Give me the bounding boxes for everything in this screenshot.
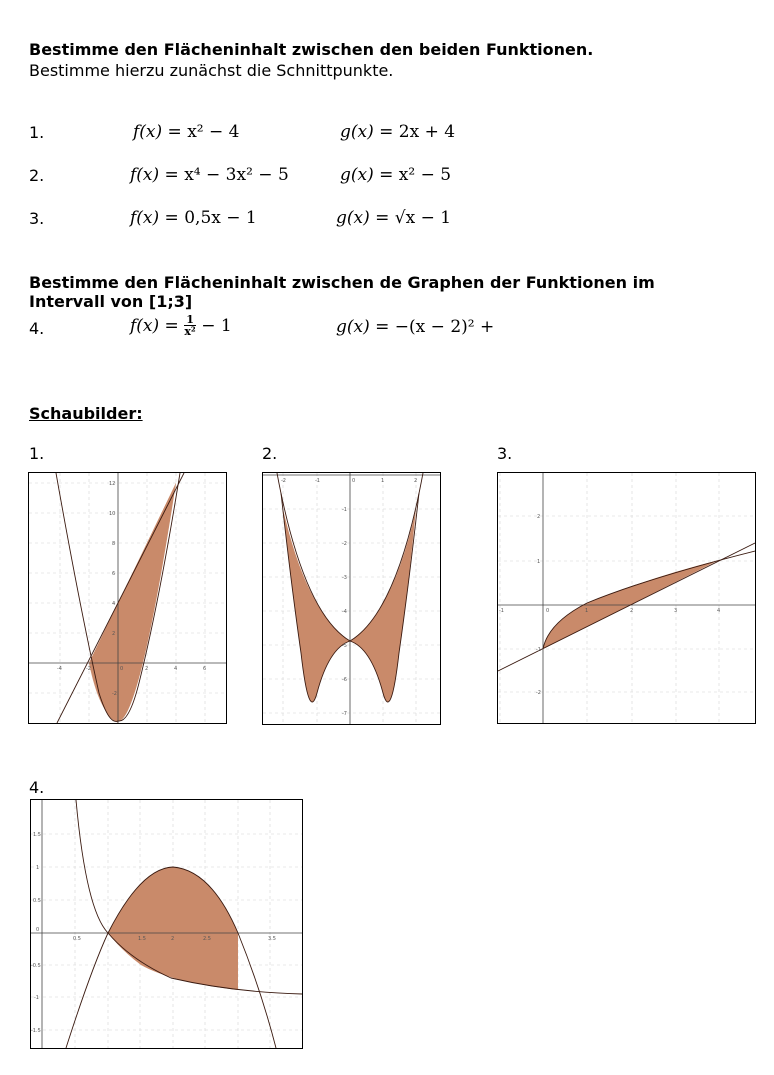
task-g-expression: g(x) = 2x + 4 bbox=[340, 122, 456, 142]
graph-4 bbox=[30, 799, 303, 1049]
svg-text:4: 4 bbox=[174, 666, 178, 672]
graph-4-svg bbox=[31, 800, 302, 1048]
svg-text:0: 0 bbox=[120, 666, 124, 672]
graph-label: 4. bbox=[29, 778, 45, 797]
section1-heading: Bestimme den Flächeninhalt zwischen den beiden Funktionen. bbox=[29, 40, 594, 59]
svg-text:-3: -3 bbox=[342, 575, 347, 581]
svg-text:10: 10 bbox=[109, 511, 116, 517]
svg-text:8: 8 bbox=[112, 541, 116, 547]
g-expr: 2x + 4 bbox=[398, 122, 456, 142]
svg-text:1.5: 1.5 bbox=[138, 936, 146, 942]
svg-text:-2: -2 bbox=[86, 666, 91, 672]
svg-text:2: 2 bbox=[171, 936, 175, 942]
fraction-numerator: 1 bbox=[186, 313, 194, 326]
g-label: g(x) bbox=[336, 317, 370, 337]
svg-text:3: 3 bbox=[674, 608, 678, 614]
g-label: g(x) bbox=[340, 165, 374, 185]
section2-heading-line2: Intervall von [1;3] bbox=[29, 292, 193, 311]
f-expr: x⁴ − 3x² − 5 bbox=[184, 165, 289, 185]
task-number: 1. bbox=[29, 123, 45, 142]
task-f-expression: f(x) = x² − 4 bbox=[133, 122, 240, 142]
svg-text:-1: -1 bbox=[342, 507, 347, 513]
task-g-expression: g(x) = −(x − 2)² + bbox=[336, 317, 495, 337]
svg-text:3.5: 3.5 bbox=[268, 936, 276, 942]
svg-text:12: 12 bbox=[109, 481, 116, 487]
task-g-expression: g(x) = x² − 5 bbox=[340, 165, 452, 185]
svg-text:-1: -1 bbox=[499, 608, 504, 614]
graph-2-svg bbox=[263, 473, 440, 724]
svg-text:-1.5: -1.5 bbox=[31, 1028, 41, 1034]
graph-label: 2. bbox=[262, 444, 278, 463]
task-f-expression: f(x) = 0,5x − 1 bbox=[130, 208, 257, 228]
section2-heading-line1: Bestimme den Flächeninhalt zwischen de Graphen der Funktionen im bbox=[29, 273, 655, 292]
svg-text:-2: -2 bbox=[342, 541, 347, 547]
svg-text:4: 4 bbox=[112, 601, 116, 607]
task-number: 2. bbox=[29, 166, 45, 185]
svg-text:0.5: 0.5 bbox=[33, 898, 41, 904]
svg-text:2: 2 bbox=[537, 514, 541, 520]
svg-text:1: 1 bbox=[36, 865, 40, 871]
svg-text:0: 0 bbox=[546, 608, 550, 614]
svg-text:-2: -2 bbox=[281, 478, 286, 484]
graph-1 bbox=[28, 472, 227, 724]
svg-text:1.5: 1.5 bbox=[33, 832, 41, 838]
f-expr: 0,5x − 1 bbox=[184, 208, 257, 228]
graph-3-svg bbox=[498, 473, 755, 723]
fraction bbox=[184, 314, 196, 337]
svg-text:6: 6 bbox=[203, 666, 207, 672]
g-expr: −(x − 2)² + bbox=[394, 317, 495, 337]
svg-text:-4: -4 bbox=[342, 609, 347, 615]
svg-text:-2: -2 bbox=[536, 690, 541, 696]
svg-text:2: 2 bbox=[630, 608, 634, 614]
svg-text:1: 1 bbox=[381, 478, 385, 484]
svg-text:2: 2 bbox=[112, 631, 116, 637]
g-label: g(x) bbox=[340, 122, 374, 142]
svg-text:0: 0 bbox=[352, 478, 356, 484]
svg-text:2.5: 2.5 bbox=[203, 936, 211, 942]
svg-text:0: 0 bbox=[36, 927, 40, 933]
svg-text:-2: -2 bbox=[112, 691, 117, 697]
f-label: f(x) bbox=[130, 208, 160, 228]
task-number: 3. bbox=[29, 209, 45, 228]
svg-text:-1: -1 bbox=[34, 995, 39, 1001]
f-expr: x² − 4 bbox=[187, 122, 240, 142]
f-label: f(x) bbox=[130, 165, 160, 185]
f-label: f(x) bbox=[133, 122, 163, 142]
task-number: 4. bbox=[29, 319, 45, 338]
task-g-expression: g(x) = √x − 1 bbox=[336, 208, 452, 228]
section1-subheading: Bestimme hierzu zunächst die Schnittpunkte. bbox=[29, 61, 394, 80]
graph-label: 1. bbox=[29, 444, 45, 463]
svg-text:-6: -6 bbox=[342, 677, 347, 683]
svg-text:-7: -7 bbox=[342, 711, 347, 717]
f-label: f(x) bbox=[130, 315, 160, 336]
graph-3 bbox=[497, 472, 756, 724]
graph-label: 3. bbox=[497, 444, 513, 463]
graph-1-svg bbox=[29, 473, 226, 723]
g-expr: x² − 5 bbox=[398, 165, 452, 185]
svg-text:4: 4 bbox=[717, 608, 721, 614]
g-label: g(x) bbox=[336, 208, 370, 228]
svg-text:2: 2 bbox=[414, 478, 418, 484]
svg-text:0.5: 0.5 bbox=[73, 936, 81, 942]
f-tail: − 1 bbox=[201, 315, 232, 336]
svg-text:-0.5: -0.5 bbox=[31, 963, 41, 969]
svg-text:-1: -1 bbox=[536, 647, 541, 653]
task-f-expression: f(x) = x⁴ − 3x² − 5 bbox=[130, 165, 289, 185]
fraction-denominator: x² bbox=[184, 325, 196, 338]
svg-text:1: 1 bbox=[585, 608, 589, 614]
svg-text:-4: -4 bbox=[57, 666, 62, 672]
svg-text:-5: -5 bbox=[342, 643, 347, 649]
graphs-heading: Schaubilder: bbox=[29, 404, 143, 423]
task-f-expression: f(x) = $\frac{1}{\text{x²}}$ − 1 bbox=[130, 313, 232, 338]
svg-text:2: 2 bbox=[145, 666, 149, 672]
svg-text:1: 1 bbox=[537, 559, 541, 565]
graph-2 bbox=[262, 472, 441, 725]
svg-text:6: 6 bbox=[112, 571, 116, 577]
g-expr: √x − 1 bbox=[394, 208, 452, 228]
svg-text:-1: -1 bbox=[315, 478, 320, 484]
